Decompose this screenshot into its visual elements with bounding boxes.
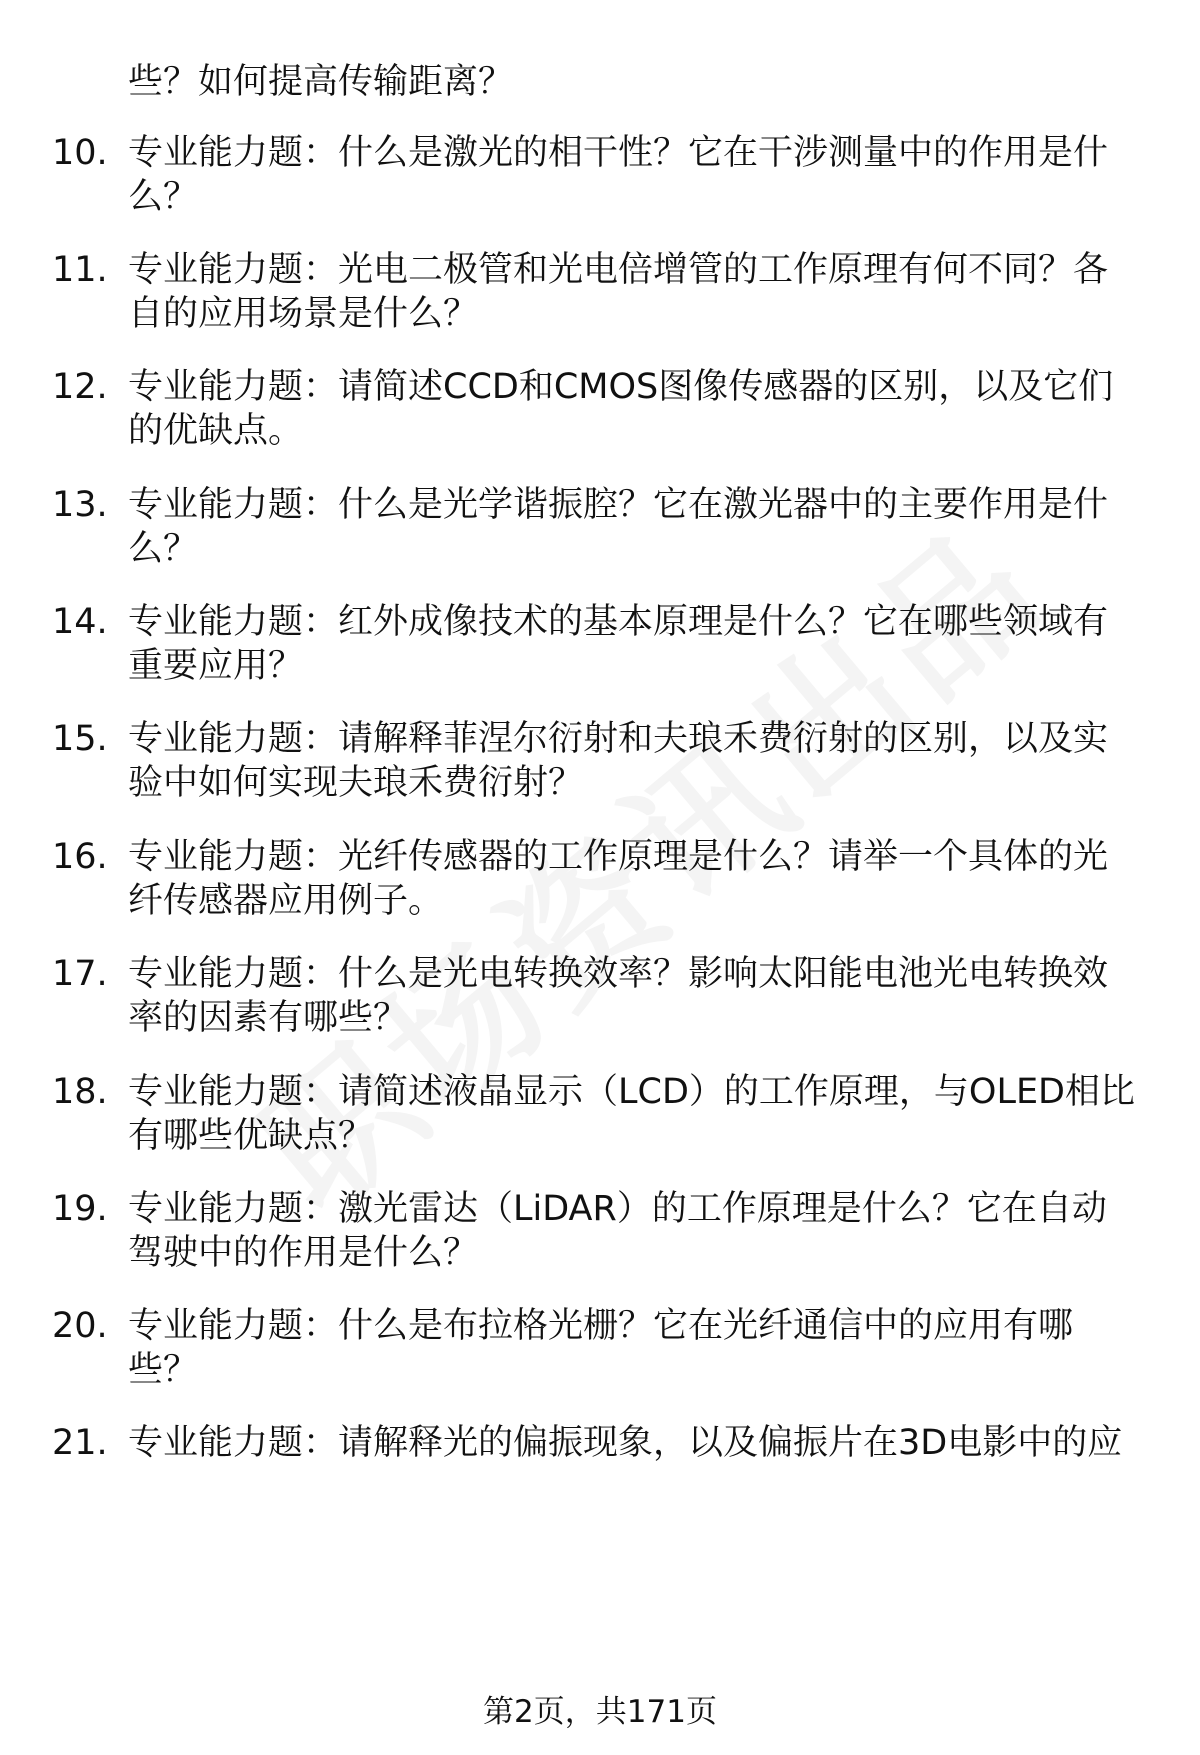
item-text-line2: 些？ (128, 1350, 199, 1390)
item-text-line1: 专业能力题：激光雷达（LiDAR）的工作原理是什么？它在自动 (128, 1189, 1107, 1229)
item-text-line2: 驾驶中的作用是什么？ (128, 1233, 479, 1273)
item-text-line1: 专业能力题：什么是光学谐振腔？它在激光器中的主要作用是什 (128, 485, 1109, 525)
item-number: 20. (52, 1306, 108, 1346)
item-number: 10. (52, 133, 108, 173)
item-number: 15. (52, 719, 108, 759)
item-text-line2: 么？ (128, 177, 199, 217)
item-text-line1: 专业能力题：光电二极管和光电倍增管的工作原理有何不同？各 (128, 250, 1109, 290)
item-text-line1: 专业能力题：什么是激光的相干性？它在干涉测量中的作用是什 (128, 133, 1109, 173)
item-text-line1: 些？如何提高传输距离？ (128, 62, 514, 102)
item-text-line2: 率的因素有哪些？ (128, 998, 409, 1038)
item-number: 16. (52, 837, 108, 877)
item-text-line2: 自的应用场景是什么？ (128, 294, 479, 334)
item-text-line2: 有哪些优缺点？ (128, 1116, 374, 1156)
item-text-line1: 专业能力题：请简述液晶显示（LCD）的工作原理，与OLED相比 (128, 1072, 1136, 1112)
item-text-line1: 专业能力题：什么是光电转换效率？影响太阳能电池光电转换效 (128, 954, 1109, 994)
item-text-line2: 么？ (128, 529, 199, 569)
item-text-line1: 专业能力题：光纤传感器的工作原理是什么？请举一个具体的光 (128, 837, 1109, 877)
item-text-line1: 专业能力题：请简述CCD和CMOS图像传感器的区别，以及它们 (128, 367, 1114, 407)
item-text-line1: 专业能力题：请解释菲涅尔衍射和夫琅禾费衍射的区别，以及实 (128, 719, 1109, 759)
item-number: 18. (52, 1072, 108, 1112)
item-text-line2: 重要应用？ (128, 646, 304, 686)
item-text-line1: 专业能力题：请解释光的偏振现象，以及偏振片在3D电影中的应 (128, 1423, 1123, 1463)
page-number-footer: 第2页，共171页 (483, 1694, 717, 1730)
item-number: 17. (52, 954, 108, 994)
item-text-line1: 专业能力题：红外成像技术的基本原理是什么？它在哪些领域有 (128, 602, 1109, 642)
item-text-line2: 纤传感器应用例子。 (128, 881, 444, 921)
item-text-line1: 专业能力题：什么是布拉格光栅？它在光纤通信中的应用有哪 (128, 1306, 1074, 1346)
item-text-line2: 验中如何实现夫琅禾费衍射？ (128, 763, 584, 803)
item-number: 14. (52, 602, 108, 642)
item-number: 21. (52, 1423, 108, 1463)
item-number: 19. (52, 1189, 108, 1229)
item-number: 12. (52, 367, 108, 407)
item-text-line2: 的优缺点。 (128, 411, 304, 451)
item-number: 13. (52, 485, 108, 525)
item-number: 11. (52, 250, 108, 290)
